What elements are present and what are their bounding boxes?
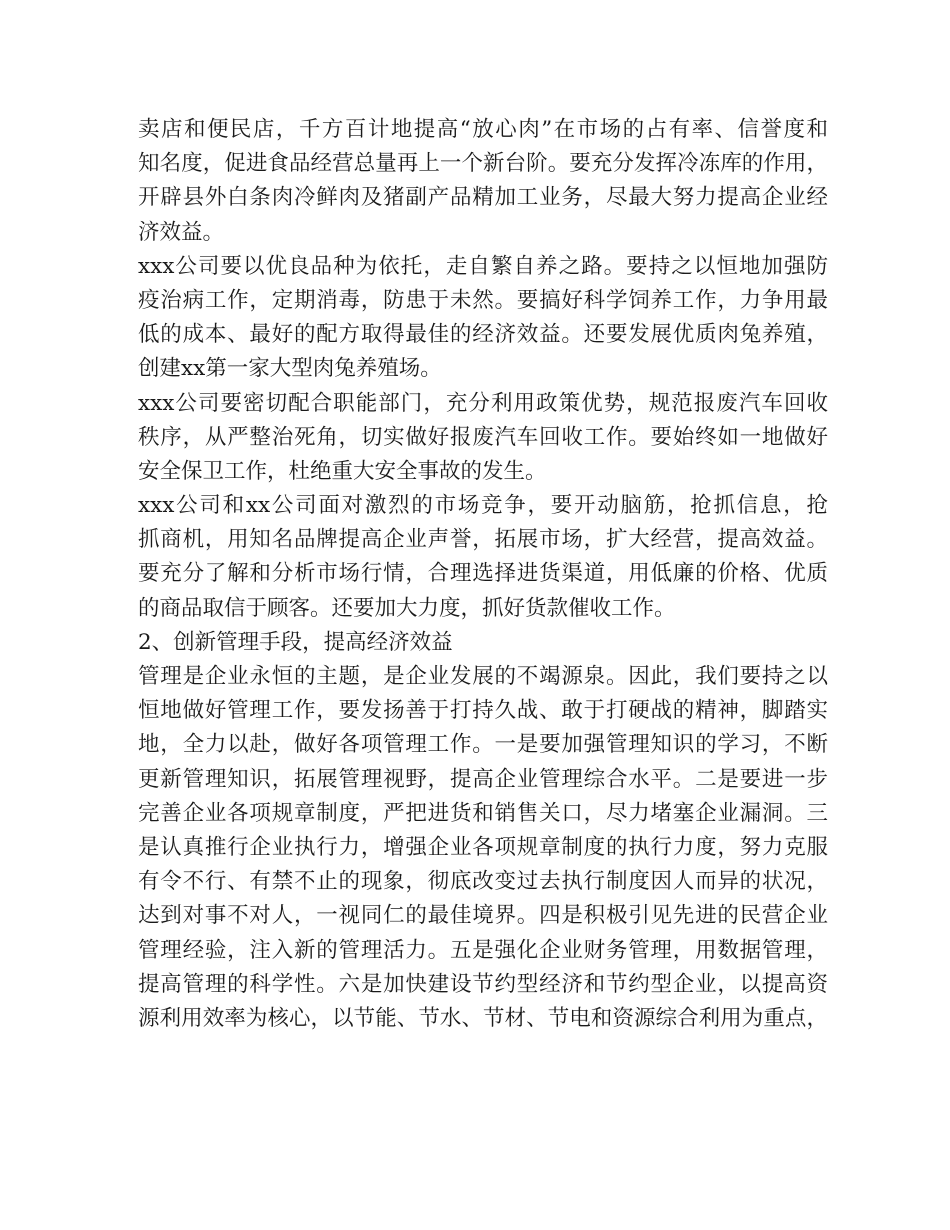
text-line: 知名度，促进食品经营总量再上一个新台阶。要充分发挥冷冻库的作用， xyxy=(138,151,828,177)
text-line: xxx公司要以优良品种为依托，走自繁自养之路。要持之以恒地加强防 xyxy=(138,253,828,279)
text-line: 2、创新管理手段，提高经济效益 xyxy=(138,629,453,655)
document-body xyxy=(138,113,828,1036)
text-line: 开辟县外白条肉冷鲜肉及猪副产品精加工业务，尽最大努力提高企业经 xyxy=(138,185,828,211)
text-line: 济效益。 xyxy=(138,219,225,245)
text-line: xxx公司要密切配合职能部门，充分利用政策优势，规范报废汽车回收 xyxy=(138,390,828,416)
text-line: 源利用效率为核心，以节能、节水、节材、节电和资源综合利用为重点， xyxy=(138,1005,828,1031)
text-line: 低的成本、最好的配方取得最佳的经济效益。还要发展优质肉兔养殖， xyxy=(138,322,828,348)
text-line: 地，全力以赴，做好各项管理工作。一是要加强管理知识的学习，不断 xyxy=(138,732,828,758)
text-line: 提高管理的科学性。六是加快建设节约型经济和节约型企业，以提高资 xyxy=(138,971,828,997)
text-line: 管理是企业永恒的主题，是企业发展的不竭源泉。因此，我们要持之以 xyxy=(138,664,828,689)
text-line: 抓商机，用知名品牌提高企业声誉，拓展市场，扩大经营，提高效益。 xyxy=(138,527,828,553)
text-line: 完善企业各项规章制度，严把进货和销售关口，尽力堵塞企业漏洞。三 xyxy=(138,800,828,826)
text-line: xxx公司和xx公司面对激烈的市场竞争，要开动脑筋，抢抓信息，抢 xyxy=(138,493,828,519)
text-line: 卖店和便民店，千方百计地提高“放心肉”在市场的占有率、信誉度和 xyxy=(138,117,828,142)
text-line: 恒地做好管理工作，要发扬善于打持久战、敢于打硬战的精神，脚踏实 xyxy=(138,698,828,724)
text-line: 安全保卫工作，杜绝重大安全事故的发生。 xyxy=(138,458,547,484)
text-line: 疫治病工作，定期消毒，防患于未然。要搞好科学饲养工作，力争用最 xyxy=(138,287,828,313)
text-line: 秩序，从严整治死角，切实做好报废汽车回收工作。要始终如一地做好 xyxy=(138,424,828,450)
text-line: 管理经验，注入新的管理活力。五是强化企业财务管理，用数据管理， xyxy=(138,937,828,963)
text-line: 有令不行、有禁不止的现象，彻底改变过去执行制度因人而异的状况， xyxy=(138,869,828,895)
text-line: 更新管理知识，拓展管理视野，提高企业管理综合水平。二是要进一步 xyxy=(138,766,828,792)
text-line: 创建xx第一家大型肉兔养殖场。 xyxy=(138,356,442,382)
text-line: 的商品取信于顾客。还要加大力度，抓好货款催收工作。 xyxy=(138,595,676,621)
text-line: 达到对事不对人，一视同仁的最佳境界。四是积极引见先进的民营企业 xyxy=(138,903,828,929)
text-line: 要充分了解和分析市场行情，合理选择进货渠道，用低廉的价格、优质 xyxy=(138,561,828,587)
text-line: 是认真推行企业执行力，增强企业各项规章制度的执行力度，努力克服 xyxy=(138,834,828,860)
